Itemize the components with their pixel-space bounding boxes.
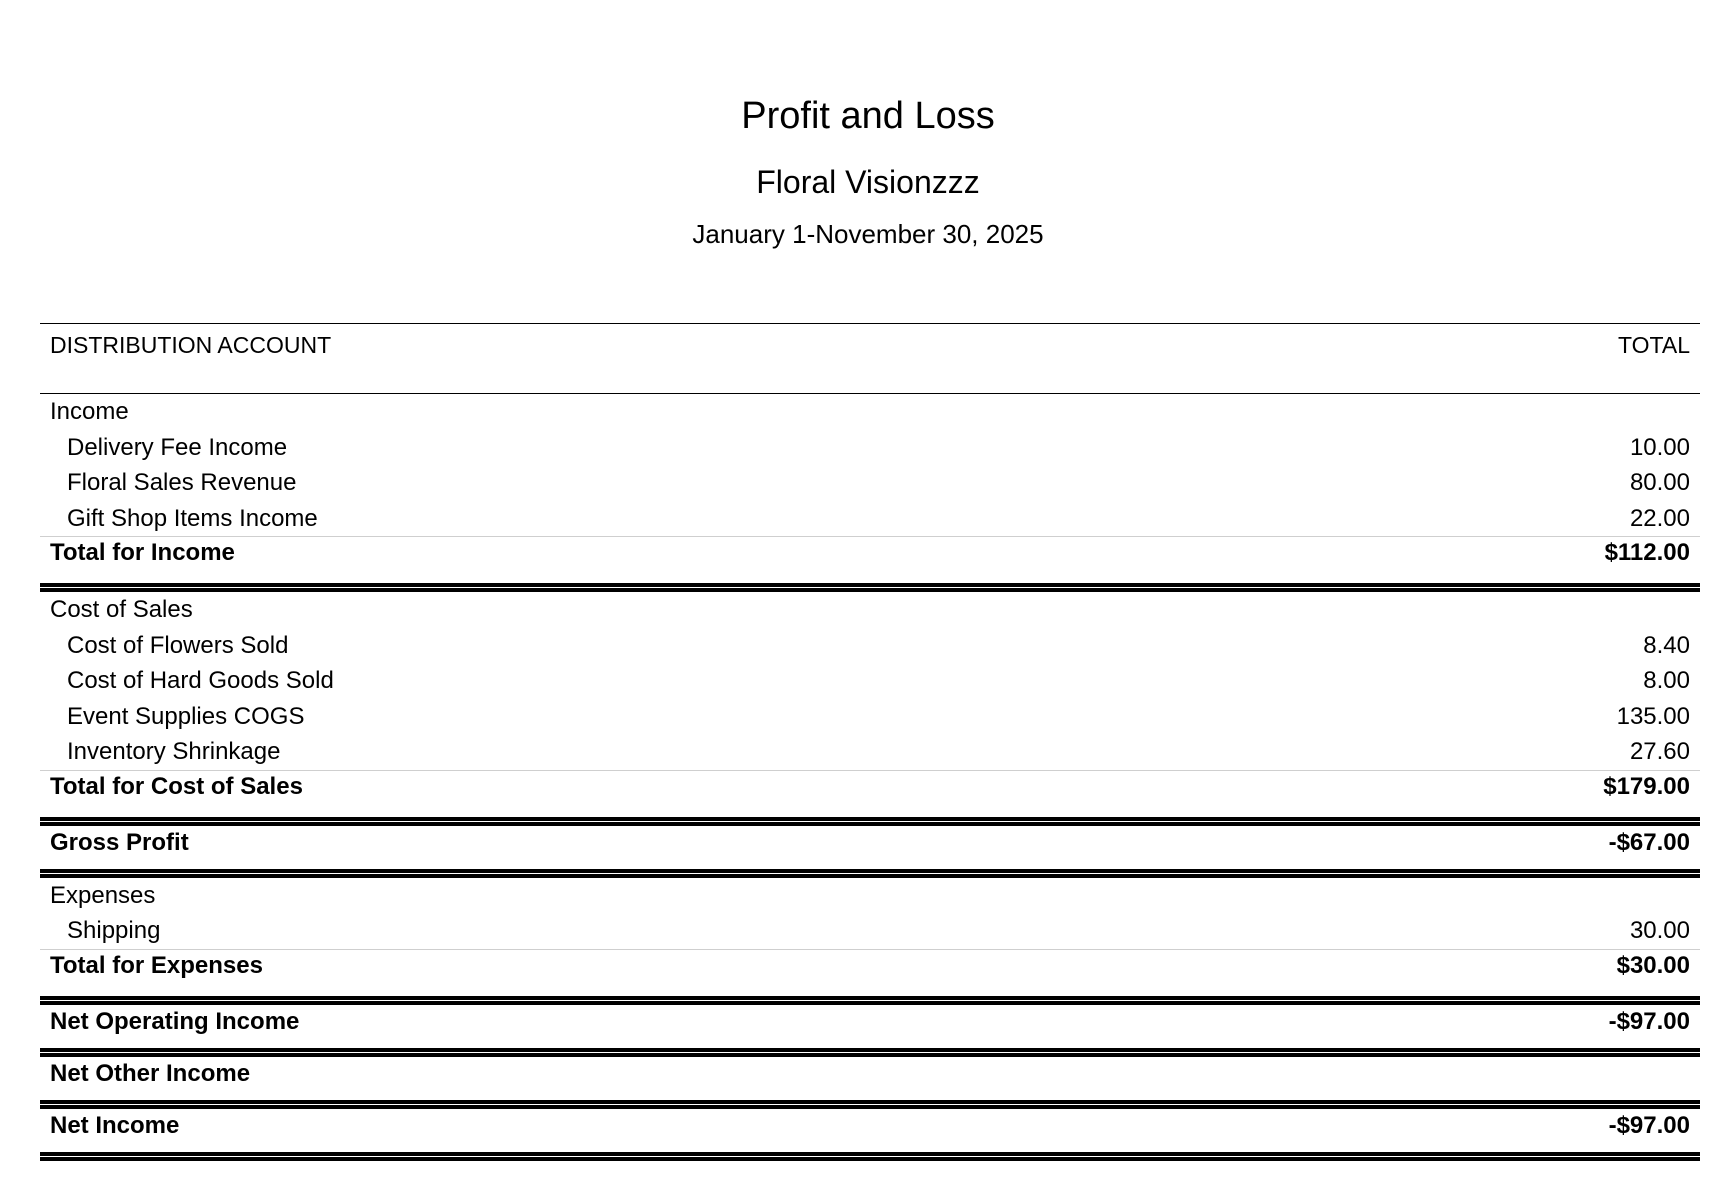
account-amount: 27.60 <box>1629 738 1690 765</box>
summary-label: Net Operating Income <box>50 1007 300 1035</box>
summary-label: Net Income <box>50 1111 180 1139</box>
column-header-account: DISTRIBUTION ACCOUNT <box>50 332 332 358</box>
total-row-cost-of-sales <box>40 770 1700 817</box>
net-other-income-row <box>40 1057 1700 1100</box>
account-name: Cost of Flowers Sold <box>67 631 289 659</box>
account-amount: 30.00 <box>1629 917 1690 944</box>
report-table <box>40 323 1700 1161</box>
double-divider <box>40 583 1700 592</box>
section-heading-label: Cost of Sales <box>50 596 193 623</box>
account-name: Inventory Shrinkage <box>67 738 281 765</box>
net-income-row <box>40 1109 1700 1152</box>
summary-label: Net Other Income <box>50 1059 251 1087</box>
summary-amount: -$97.00 <box>1608 1111 1690 1139</box>
total-amount: $30.00 <box>1616 951 1690 979</box>
account-amount: 10.00 <box>1629 433 1690 461</box>
account-name: Delivery Fee Income <box>67 433 288 461</box>
table-row <box>40 663 1700 699</box>
table-row <box>40 501 1700 537</box>
double-divider <box>40 869 1700 878</box>
double-divider <box>40 1152 1700 1161</box>
total-label: Total for Expenses <box>50 951 263 979</box>
report-period: January 1-November 30, 2025 <box>692 219 1044 249</box>
section-heading-income <box>40 394 1700 430</box>
total-row-income <box>40 536 1700 583</box>
account-amount: 135.00 <box>1616 702 1690 730</box>
account-name: Event Supplies COGS <box>67 702 305 730</box>
double-divider <box>40 1048 1700 1057</box>
table-header <box>40 323 1700 394</box>
account-amount: 8.00 <box>1643 667 1690 694</box>
summary-amount: -$97.00 <box>1608 1007 1690 1035</box>
gross-profit-row <box>40 826 1700 869</box>
account-amount: 8.40 <box>1643 631 1690 659</box>
summary-label: Gross Profit <box>50 828 189 856</box>
total-row-expenses <box>40 949 1700 996</box>
table-row <box>40 628 1700 664</box>
table-row <box>40 699 1700 735</box>
company-name: Floral Visionzzz <box>756 164 980 200</box>
summary-amount: -$67.00 <box>1608 828 1690 856</box>
account-amount: 80.00 <box>1629 469 1690 496</box>
section-heading-label: Income <box>50 398 129 425</box>
total-label: Total for Cost of Sales <box>50 772 303 800</box>
double-divider <box>40 996 1700 1005</box>
section-heading-label: Expenses <box>50 881 156 909</box>
table-row <box>40 430 1700 466</box>
total-amount: $179.00 <box>1603 772 1690 800</box>
section-heading-cost-of-sales <box>40 592 1700 628</box>
section-heading-expenses <box>40 878 1700 914</box>
account-name: Shipping <box>67 917 161 944</box>
table-row <box>40 734 1700 770</box>
net-operating-income-row <box>40 1005 1700 1048</box>
total-label: Total for Income <box>50 539 235 566</box>
account-amount: 22.00 <box>1629 504 1690 532</box>
table-row <box>40 913 1700 949</box>
report-title: Profit and Loss <box>741 95 995 137</box>
column-header-total: TOTAL <box>1618 332 1690 358</box>
account-name: Cost of Hard Goods Sold <box>67 667 334 694</box>
double-divider <box>40 1100 1700 1109</box>
account-name: Gift Shop Items Income <box>67 504 318 532</box>
table-row <box>40 465 1700 501</box>
account-name: Floral Sales Revenue <box>67 469 297 496</box>
total-amount: $112.00 <box>1604 539 1690 566</box>
double-divider <box>40 817 1700 826</box>
